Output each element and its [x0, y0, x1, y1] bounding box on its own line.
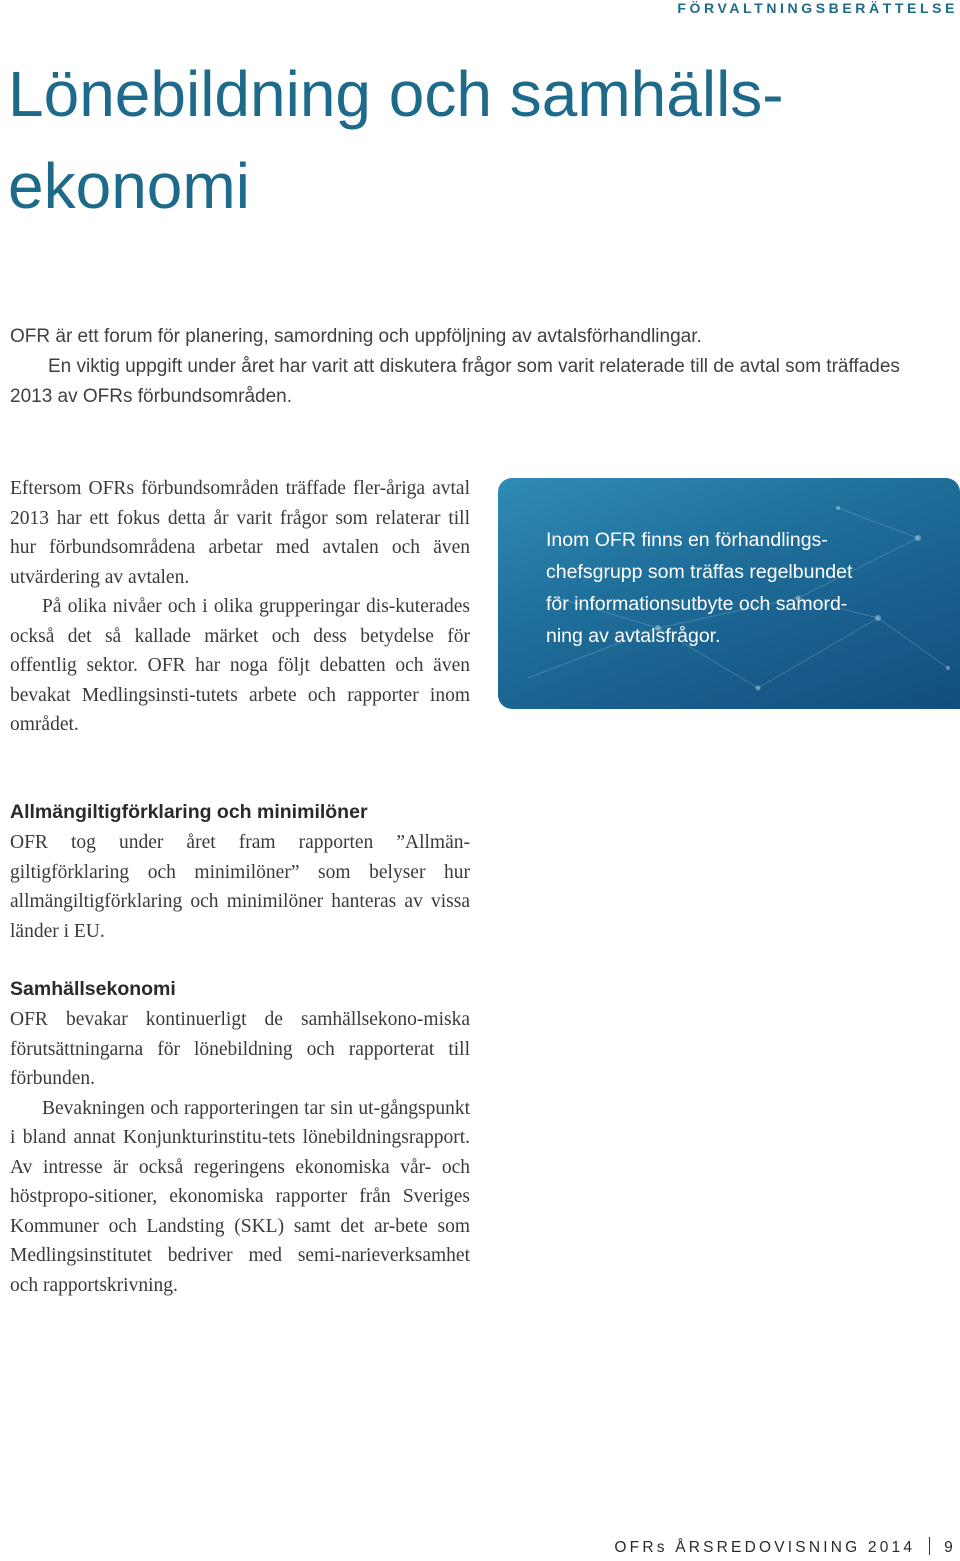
footer-publication: OFRs ÅRSREDOVISNING 2014 [614, 1539, 916, 1556]
page-number: 9 [944, 1539, 956, 1556]
callout-line-4: ning av avtalsfrågor. [546, 625, 721, 647]
section-economy-paragraph-2: Bevakningen och rapporteringen tar sin ut-gångspunkt i bland annat Konjunkturinstitu-tets lönebildningsrapport. Av intresse är också regeringens ekonomiska vår- och höstpropo-sitioner, ekonomiska rapporter från Sveriges Kommuner och Landsting (SKL) samt det ar-bete som Medlingsinstitutet bedriver med semi-narieverksamhet och rapportskrivning. [10, 1097, 470, 1296]
body-paragraph-1: Eftersom OFRs förbundsområden träffade fler-åriga avtal 2013 har ett fokus detta år varit frågor som relaterar till hur förbundsområdena arbetar med avtalen och även utvärdering av avtalen. [10, 478, 470, 588]
footer-separator [929, 1537, 930, 1555]
section-economy-paragraph-1: OFR bevakar kontinuerligt de samhällsekono-miska förutsättningarna för lönebildning och rapporterat till förbunden. [10, 1009, 470, 1089]
title-line-1: Lönebildning och samhälls- [8, 58, 784, 130]
body-paragraph-2: På olika nivåer och i olika grupperingar dis-kuterades också det så kallade märket och dess betydelse för offentlig sektor. OFR har noga följt debatten och även bevakat Medlingsinsti-tutets arbete och rapporter inom området. [10, 596, 470, 735]
section-minimum-wages [10, 798, 470, 946]
section-heading-economy: Samhällsekonomi [10, 978, 176, 1000]
intro-paragraph-2: En viktig uppgift under året har varit att diskutera frågor som varit relaterade till de avtal som träffades 2013 av OFRs förbundsområden. [10, 356, 900, 407]
callout-line-2: chefsgrupp som träffas regelbundet [546, 561, 853, 583]
title-line-2: ekonomi [8, 150, 250, 222]
section-economy [10, 975, 470, 1300]
callout-line-1: Inom OFR finns en förhandlings- [546, 529, 828, 551]
intro-paragraph-1: OFR är ett forum för planering, samordning och uppföljning av avtalsförhandlingar. [10, 326, 702, 347]
body-column [10, 474, 470, 740]
section-heading-minimum-wages: Allmängiltigförklaring och minimilöner [10, 801, 368, 823]
section-label: FÖRVALTNINGSBERÄTTELSE [677, 0, 958, 16]
callout-text [546, 524, 936, 652]
section-minimum-wages-paragraph: OFR tog under året fram rapporten ”Allmän-giltigförklaring och minimilöner” som belyser hur allmängiltigförklaring och minimilöner hanteras av vissa länder i EU. [10, 832, 470, 942]
intro-text [10, 322, 910, 412]
callout-line-3: för informationsutbyte och samord- [546, 593, 848, 615]
page-footer [614, 1537, 956, 1557]
callout-box [498, 478, 960, 709]
page-title [8, 48, 958, 232]
